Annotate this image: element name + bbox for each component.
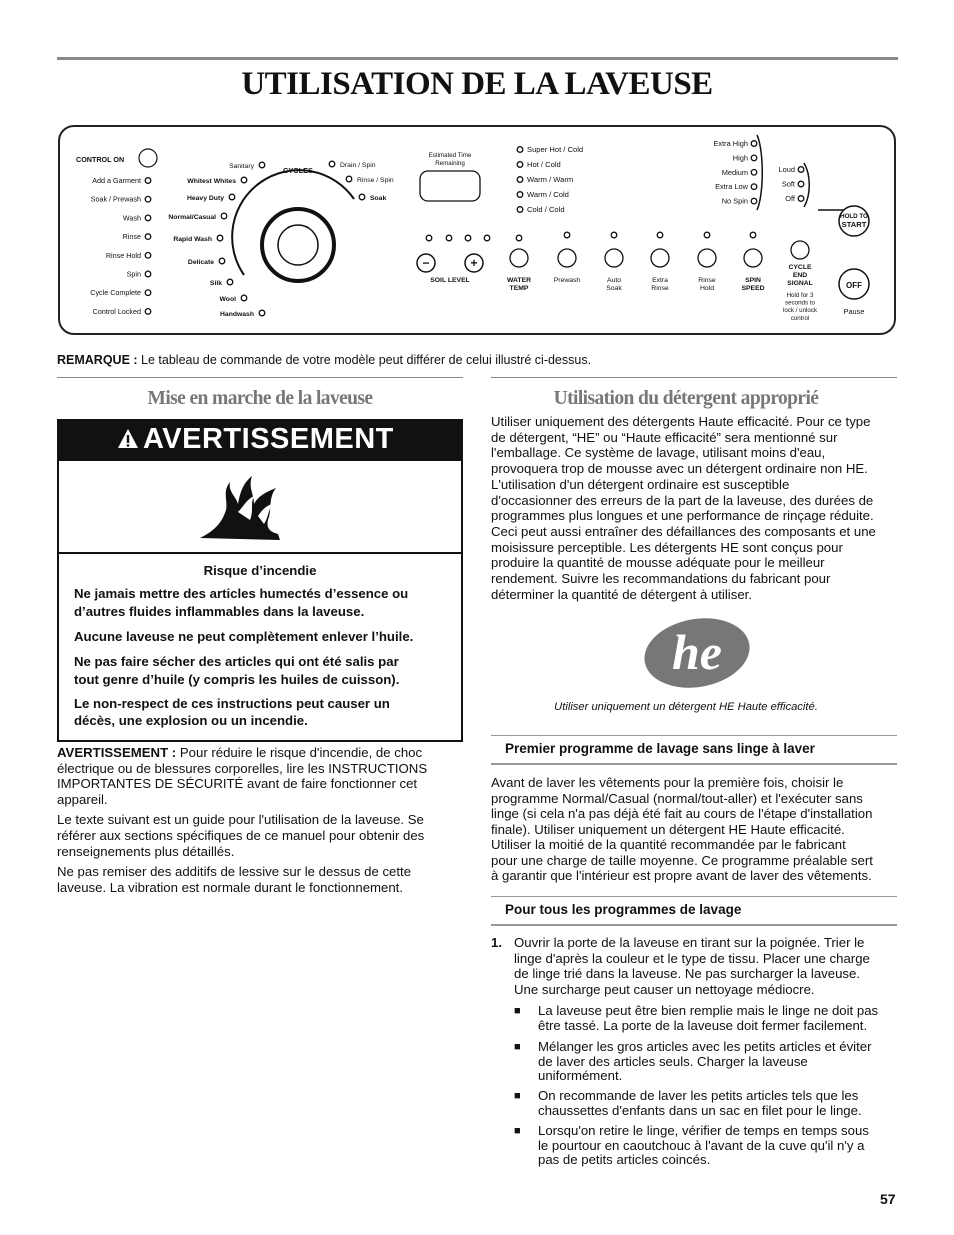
indicator-light	[798, 167, 804, 173]
detergent-paragraph-line: produire la quantité de mousse adéquate pour le meilleur	[491, 555, 825, 571]
control-on-label: CONTROL ON	[76, 155, 125, 164]
spin-level-label: No Spin	[721, 196, 748, 206]
bullet-line: La laveuse peut être bien remplie mais le linge ne doit pas	[538, 1003, 879, 1018]
hold-lock-label: lock / unlock	[782, 307, 818, 315]
spin-level-label: Medium	[721, 167, 748, 177]
signal-level-label: Loud	[778, 165, 795, 174]
status-label: Wash	[122, 213, 141, 223]
avertissement-line: AVERTISSEMENT : Pour réduire le risque d'incendie, de choc	[57, 745, 423, 760]
guide-line: renseignements plus détaillés.	[57, 844, 235, 859]
signal-level-label: Soft	[781, 179, 795, 189]
indicator-light	[657, 232, 663, 238]
top-rule	[57, 57, 898, 60]
all-programs-heading: Pour tous les programmes de lavage	[505, 902, 742, 917]
option-label: Soak	[606, 285, 622, 292]
warning-line: décès, une explosion ou un incendie.	[74, 713, 308, 728]
indicator-light	[517, 207, 523, 213]
cycle-end-label: END	[792, 272, 808, 279]
indicator-light	[145, 215, 151, 221]
indicator-light	[517, 192, 523, 198]
bullet-marker: ■	[514, 1090, 521, 1102]
first-program-line: programme Normal/Casual (normal/tout-aller) et l'exécuter sans	[491, 790, 863, 806]
cycle-label: Heavy Duty	[186, 195, 224, 202]
bullet-line: être tassé. La porte de la laveuse doit fermer facilement.	[538, 1017, 868, 1033]
hold-lock-label: Hold for 3	[786, 292, 814, 299]
warning-line: Ne pas faire sécher des articles qui ont été salis par	[74, 654, 399, 669]
sub-rule	[491, 735, 897, 736]
option-label: WATER	[506, 277, 532, 284]
detergent-paragraph-line: déterminer la quantité de détergent à utiliser.	[491, 586, 752, 602]
storage-line: Ne pas remiser des additifs de lessive sur le dessus de cette	[57, 864, 412, 879]
minus-icon: −	[422, 256, 430, 270]
temperature-label: Hot / Cold	[527, 160, 561, 169]
bullet-marker: ■	[514, 1125, 521, 1137]
first-program-line: à garantir que l'intérieur est propre avant de laver des vêtements.	[491, 868, 872, 883]
cycle-dial-arc	[232, 170, 354, 275]
page-number: 57	[880, 1191, 896, 1207]
spin-level-label: Extra High	[713, 139, 748, 148]
status-label: Spin	[126, 269, 141, 279]
option-button	[510, 249, 528, 267]
step-1-line: Ouvrir la porte de la laveuse en tirant sur la poignée. Trier le	[514, 935, 865, 950]
indicator-light	[229, 194, 235, 200]
indicator-light	[751, 155, 757, 161]
detergent-paragraph-line: d'occasionner des erreurs de la part de la laveuse, des durées de	[491, 492, 874, 508]
option-button	[744, 249, 762, 267]
warning-header	[57, 419, 463, 461]
warning-title: AVERTISSEMENT	[143, 423, 394, 455]
cycle-label: Rapid Wash	[173, 236, 212, 243]
indicator-light	[227, 279, 233, 285]
indicator-light	[217, 235, 223, 241]
first-program-line: Utiliser la moitié de la quantité recommandée par le fabricant	[491, 837, 846, 852]
indicator-light	[751, 141, 757, 147]
indicator-light	[145, 290, 151, 296]
option-button	[558, 249, 576, 267]
page-title: UTILISATION DE LA LAVEUSE	[241, 66, 713, 102]
warning-divider	[59, 552, 461, 554]
temperature-label: Warm / Warm	[527, 175, 574, 184]
cycle-label: Whitest Whites	[187, 178, 236, 185]
right-column-rule	[491, 377, 897, 378]
indicator-light	[564, 232, 570, 238]
estimated-time-label: Estimated Time	[428, 152, 472, 159]
storage-line: laveuse. La vibration est normale durant le fonctionnement.	[57, 880, 404, 895]
cycle-end-label: SIGNAL	[787, 280, 813, 287]
avertissement-line: électrique ou de blessures corporelles, lire les INSTRUCTIONS	[57, 761, 428, 776]
indicator-light	[241, 177, 247, 183]
status-label: Add a Garment	[92, 176, 141, 185]
indicator-light	[145, 234, 151, 240]
first-program-line: pour une charge de taille moyenne. Ce programme préalable sert	[491, 852, 873, 868]
detergent-paragraph-line: Utiliser uniquement des détergents Haute efficacité. Pour ce type	[491, 414, 871, 429]
hold-lock-label: seconds to	[785, 299, 815, 307]
bullet-line: le pourtour en caoutchouc à l'avant de la cuve qu'il n'y a	[538, 1137, 865, 1153]
indicator-light	[259, 162, 265, 168]
indicator-light	[145, 178, 151, 184]
cycle-dial	[262, 209, 334, 281]
status-label: Rinse	[122, 232, 141, 242]
avertissement-line: IMPORTANTES DE SÉCURITÉ avant de faire fonctionner cet	[57, 776, 418, 791]
detergent-paragraph-line: provoquera trop de mousse avec un détergent ordinaire non HE.	[491, 461, 868, 477]
option-label: SPEED	[741, 285, 765, 292]
cycle-label: Drain / Spin	[340, 162, 376, 169]
signal-level-label: Off	[785, 194, 795, 203]
plus-icon: +	[470, 256, 478, 270]
indicator-light	[465, 235, 471, 241]
cycle-label: Normal/Casual	[168, 214, 216, 221]
svg-text:he: he	[672, 624, 722, 680]
first-program-line: linge (si cela n'a pas déjà été fait au cours de l'étape d'installation	[491, 806, 873, 821]
pause-label: Pause	[843, 307, 865, 316]
control-on-button	[139, 149, 157, 167]
he-caption: Utiliser uniquement un détergent HE Haute efficacité.	[554, 701, 818, 713]
start-label: START	[841, 220, 867, 229]
sub-rule	[491, 924, 897, 926]
warning-box	[57, 419, 463, 742]
control-panel-drawing	[58, 125, 896, 335]
detergent-paragraph-line: moisissure perceptible. Les détergents HE sont conçus pour	[491, 539, 843, 555]
warning-triangle-icon	[117, 428, 139, 450]
option-button	[651, 249, 669, 267]
indicator-light	[798, 181, 804, 187]
warning-line: tout genre d’huile (y compris les huiles de cuisson).	[74, 672, 400, 687]
option-label: Auto	[607, 277, 621, 284]
option-button	[698, 249, 716, 267]
fire-icon	[196, 470, 286, 542]
bullet-marker: ■	[514, 1005, 521, 1017]
spin-level-label: Extra Low	[715, 182, 748, 192]
indicator-light	[751, 184, 757, 190]
bullet-line: pas de petits articles coincés.	[538, 1152, 711, 1167]
option-label: TEMP	[509, 285, 529, 292]
option-label: Rinse	[651, 285, 669, 292]
first-program-heading: Premier programme de lavage sans linge à laver	[505, 741, 815, 756]
indicator-light	[798, 196, 804, 202]
indicator-light	[221, 213, 227, 219]
indicator-light	[145, 253, 151, 259]
off-label: OFF	[846, 281, 862, 290]
indicator-light	[145, 196, 151, 202]
spin-bracket	[757, 135, 762, 210]
time-display	[420, 171, 480, 201]
indicator-light	[517, 147, 523, 153]
left-section-heading: Mise en marche de la laveuse	[147, 388, 373, 409]
indicator-light	[516, 235, 522, 241]
left-column-rule	[57, 377, 463, 378]
warning-line: Le non-respect de ces instructions peut causer un	[74, 696, 390, 711]
cycle-label: Handwash	[220, 311, 254, 318]
bullet-line: de laver des articles seuls. Charger la laveuse	[538, 1053, 808, 1069]
sub-rule	[491, 896, 897, 897]
cycle-label: Soak	[370, 195, 387, 202]
cycle-label: Wool	[219, 296, 236, 303]
indicator-light	[426, 235, 432, 241]
detergent-paragraph-line: programmes plus longues et une performance de rinçage réduite.	[491, 508, 874, 524]
warning-line: Aucune laveuse ne peut complètement enlever l’huile.	[74, 629, 414, 644]
sub-rule	[491, 763, 897, 765]
indicator-light	[611, 232, 617, 238]
indicator-light	[484, 235, 490, 241]
cycle-dial-knob	[278, 225, 318, 265]
he-logo	[640, 614, 754, 692]
guide-line: référer aux sections spécifiques de ce manuel pour obtenir des	[57, 828, 425, 843]
indicator-light	[241, 295, 247, 301]
remark-note: REMARQUE : Le tableau de commande de votre modèle peut différer de celui illustré ci-dessus.	[57, 353, 592, 367]
step-1-line: Une surcharge peut causer un nettoyage médiocre.	[514, 981, 815, 997]
status-label: Soak / Prewash	[90, 194, 141, 204]
step-1-line: de linge trié dans la laveuse. Ne pas surcharger la laveuse.	[514, 966, 861, 981]
detergent-paragraph-line: de détergent, “HE” ou “Haute efficacité” sera mentionné sur	[491, 429, 838, 445]
first-program-line: finale). Utiliser uniquement un détergent HE Haute efficacité.	[491, 821, 845, 837]
temperature-label: Cold / Cold	[527, 205, 565, 214]
indicator-light	[219, 258, 225, 264]
spin-level-label: High	[732, 153, 748, 163]
cycle-end-signal-button	[791, 241, 809, 259]
option-label: Prewash	[553, 277, 581, 284]
indicator-light	[517, 177, 523, 183]
temperature-label: Super Hot / Cold	[527, 145, 584, 154]
cycles-label: CYCLES	[283, 166, 313, 175]
temperature-label: Warm / Cold	[527, 190, 569, 199]
indicator-light	[446, 235, 452, 241]
indicator-light	[751, 198, 757, 204]
detergent-paragraph-line: L'utilisation d'un détergent ordinaire est susceptible	[491, 476, 790, 492]
bullet-line: Mélanger les gros articles avec les petits articles et éviter	[538, 1039, 872, 1054]
signal-bracket	[804, 163, 809, 207]
step-number: 1.	[491, 935, 502, 950]
indicator-light	[145, 271, 151, 277]
option-label: Hold	[700, 285, 714, 292]
avertissement-line: appareil.	[57, 792, 108, 807]
indicator-light	[517, 162, 523, 168]
guide-line: Le texte suivant est un guide pour l'utilisation de la laveuse. Se	[57, 812, 424, 827]
hold-lock-label: control	[790, 314, 810, 322]
warning-risk-title: Risque d’incendie	[203, 563, 317, 578]
detergent-paragraph-line: l'emballage. Ce système de lavage, utilisant moins d'eau,	[491, 445, 826, 461]
warning-line: d’autres fluides inflammables dans la laveuse.	[74, 604, 365, 619]
detergent-paragraph-line: rendement. Suivre les recommandations du fabricant pour	[491, 571, 831, 586]
cycle-label: Sanitary	[229, 163, 254, 170]
bullet-line: uniformément.	[538, 1068, 623, 1083]
soil-level-label: SOIL LEVEL	[430, 277, 470, 284]
indicator-light	[751, 170, 757, 176]
status-label: Cycle Complete	[90, 288, 141, 298]
option-label: SPIN	[745, 277, 761, 284]
warning-line: Ne jamais mettre des articles humectés d’essence ou	[74, 586, 409, 601]
option-label: Rinse	[698, 277, 716, 284]
bullet-line: chaussettes d'enfants dans un sac en filet pour le linge.	[538, 1102, 862, 1118]
indicator-light	[346, 176, 352, 182]
bullet-line: Lorsqu'on retire le linge, vérifier de temps en temps sous	[538, 1123, 869, 1138]
cycle-label: Delicate	[187, 259, 214, 266]
indicator-light	[704, 232, 710, 238]
option-button	[605, 249, 623, 267]
detergent-paragraph-line: Ceci peut aussi entraîner des défaillances des composants et une	[491, 523, 876, 539]
first-program-line: Avant de laver les vêtements pour la première fois, choisir le	[491, 775, 844, 790]
cycle-label: Silk	[209, 280, 222, 287]
indicator-light	[359, 194, 365, 200]
right-section-heading: Utilisation du détergent approprié	[553, 388, 819, 409]
indicator-light	[145, 309, 151, 315]
estimated-time-label: Remaining	[435, 160, 465, 167]
option-label: Extra	[652, 277, 668, 284]
step-1-line: linge d'après la couleur et le type de tissu. Placer une charge	[514, 950, 870, 966]
indicator-light	[259, 310, 265, 316]
cycle-label: Rinse / Spin	[357, 177, 394, 184]
bullet-marker: ■	[514, 1041, 521, 1053]
indicator-light	[329, 161, 335, 167]
bullet-line: On recommande de laver les petits articles tels que les	[538, 1088, 859, 1103]
indicator-light	[750, 232, 756, 238]
status-label: Control Locked	[92, 306, 141, 316]
status-label: Rinse Hold	[105, 250, 141, 260]
cycle-end-label: CYCLE	[788, 264, 812, 271]
start-label: HOLD TO	[840, 213, 868, 220]
